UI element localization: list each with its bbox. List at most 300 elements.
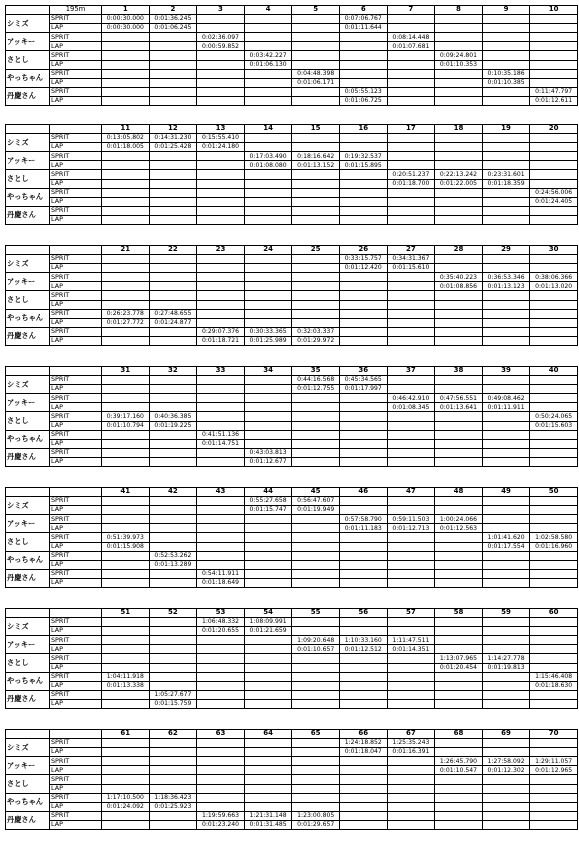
lap-time-cell bbox=[244, 784, 292, 793]
split-time-cell bbox=[292, 33, 340, 42]
split-time-cell bbox=[339, 533, 387, 542]
split-time-cell bbox=[387, 206, 435, 215]
runner-name: 丹慶さん bbox=[6, 811, 50, 829]
split-time-cell bbox=[339, 430, 387, 439]
lap-time-cell bbox=[244, 385, 292, 394]
split-time-cell bbox=[149, 33, 197, 42]
lap-time-cell bbox=[292, 457, 340, 466]
lap-time-cell bbox=[387, 663, 435, 672]
split-time-cell bbox=[339, 273, 387, 282]
runner-sprit-row bbox=[6, 672, 578, 681]
split-time-cell: 1:13:07.965 bbox=[435, 654, 483, 663]
lap-time-cell bbox=[482, 645, 530, 654]
split-time-cell bbox=[102, 273, 150, 282]
lap-time-cell bbox=[149, 748, 197, 757]
split-time-cell bbox=[339, 170, 387, 179]
lap-number-header: 25 bbox=[292, 246, 340, 255]
lap-time-cell bbox=[292, 403, 340, 412]
lap-time-cell: 0:01:19.225 bbox=[149, 421, 197, 430]
lap-number-header: 40 bbox=[530, 367, 578, 376]
lap-time-cell bbox=[482, 197, 530, 206]
lap-time-cell bbox=[149, 197, 197, 206]
runner-name: 丹慶さん bbox=[6, 690, 50, 708]
lap-time-cell: 0:01:12.965 bbox=[530, 766, 578, 775]
lap-time-cell: 0:01:08.080 bbox=[244, 161, 292, 170]
split-time-cell: 1:09:20.648 bbox=[292, 636, 340, 645]
split-time-cell bbox=[292, 533, 340, 542]
lap-label: LAP bbox=[50, 627, 102, 636]
header-row bbox=[6, 125, 578, 134]
split-time-cell bbox=[149, 376, 197, 385]
split-time-cell bbox=[435, 134, 483, 143]
lap-time-cell bbox=[387, 385, 435, 394]
lap-time-cell: 0:01:13.123 bbox=[482, 282, 530, 291]
runner-name: やっちゃん bbox=[6, 793, 50, 811]
lap-number-header: 53 bbox=[197, 609, 245, 618]
runner-sprit-row bbox=[6, 497, 578, 506]
lap-time-cell bbox=[149, 336, 197, 345]
sprit-label: SPRIT bbox=[50, 569, 102, 578]
lap-time-cell: 0:01:06.130 bbox=[244, 60, 292, 69]
lap-time-cell bbox=[435, 300, 483, 309]
split-time-cell bbox=[149, 569, 197, 578]
lap-time-cell bbox=[149, 264, 197, 273]
split-time-cell bbox=[530, 33, 578, 42]
runner-lap-row bbox=[6, 820, 578, 829]
lap-time-cell bbox=[435, 197, 483, 206]
split-time-cell bbox=[435, 618, 483, 627]
split-time-cell: 1:04:11.918 bbox=[102, 672, 150, 681]
lap-time-cell bbox=[149, 60, 197, 69]
lap-label: LAP bbox=[50, 179, 102, 188]
lap-number-header: 9 bbox=[482, 6, 530, 15]
lap-time-cell bbox=[197, 264, 245, 273]
split-time-cell bbox=[387, 497, 435, 506]
split-time-cell bbox=[292, 775, 340, 784]
lap-time-cell: 0:01:21.659 bbox=[244, 627, 292, 636]
split-time-cell bbox=[339, 618, 387, 627]
split-time-cell: 0:41:51.136 bbox=[197, 430, 245, 439]
lap-time-cell bbox=[530, 336, 578, 345]
split-time-cell bbox=[482, 775, 530, 784]
split-time-cell bbox=[387, 51, 435, 60]
lap-time-cell bbox=[149, 161, 197, 170]
lap-number-header: 2 bbox=[149, 6, 197, 15]
lap-time-cell bbox=[292, 663, 340, 672]
lap-time-cell bbox=[530, 524, 578, 533]
lap-time-cell: 0:01:18.359 bbox=[482, 179, 530, 188]
runner-lap-row bbox=[6, 143, 578, 152]
lap-time-cell bbox=[102, 560, 150, 569]
split-time-cell bbox=[339, 569, 387, 578]
split-time-cell bbox=[149, 757, 197, 766]
split-time-cell bbox=[435, 497, 483, 506]
split-time-cell bbox=[387, 551, 435, 560]
lap-time-cell: 0:01:12.563 bbox=[435, 524, 483, 533]
runner-sprit-row bbox=[6, 33, 578, 42]
lap-time-cell bbox=[435, 96, 483, 105]
lap-time-cell bbox=[244, 179, 292, 188]
runner-name: 丹慶さん bbox=[6, 87, 50, 105]
lap-time-cell bbox=[102, 385, 150, 394]
lap-time-cell: 0:01:13.020 bbox=[530, 282, 578, 291]
runner-name: さとし bbox=[6, 412, 50, 430]
lap-time-cell bbox=[292, 766, 340, 775]
lap-time-cell bbox=[387, 560, 435, 569]
split-time-cell bbox=[197, 636, 245, 645]
lap-time-cell bbox=[197, 784, 245, 793]
lap-time-cell bbox=[102, 506, 150, 515]
split-time-cell bbox=[482, 618, 530, 627]
split-time-cell bbox=[292, 87, 340, 96]
sprit-label: SPRIT bbox=[50, 654, 102, 663]
lap-number-header: 39 bbox=[482, 367, 530, 376]
lap-number-header: 3 bbox=[197, 6, 245, 15]
lap-label: LAP bbox=[50, 60, 102, 69]
lap-time-cell: 0:01:31.485 bbox=[244, 820, 292, 829]
split-time-cell bbox=[149, 273, 197, 282]
lap-time-cell bbox=[339, 699, 387, 708]
lap-time-cell bbox=[482, 681, 530, 690]
lap-time-cell bbox=[339, 300, 387, 309]
lap-label: LAP bbox=[50, 578, 102, 587]
runner-sprit-row bbox=[6, 309, 578, 318]
sprit-label: SPRIT bbox=[50, 206, 102, 215]
lap-time-cell: 0:01:18.047 bbox=[339, 748, 387, 757]
split-time-cell bbox=[197, 690, 245, 699]
split-time-cell bbox=[435, 672, 483, 681]
split-time-cell bbox=[339, 793, 387, 802]
lap-time-cell bbox=[530, 143, 578, 152]
runner-lap-row bbox=[6, 282, 578, 291]
split-time-cell: 0:52:53.262 bbox=[149, 551, 197, 560]
lap-time-cell bbox=[102, 197, 150, 206]
split-time-cell bbox=[197, 376, 245, 385]
split-time-cell bbox=[482, 636, 530, 645]
lap-time-cell bbox=[292, 748, 340, 757]
lap-time-cell bbox=[482, 820, 530, 829]
sprit-label: SPRIT bbox=[50, 170, 102, 179]
lap-label: LAP bbox=[50, 318, 102, 327]
lap-time-cell: 0:01:13.641 bbox=[435, 403, 483, 412]
lap-time-cell bbox=[435, 161, 483, 170]
runner-name: 丹慶さん bbox=[6, 327, 50, 345]
lap-time-cell bbox=[530, 215, 578, 224]
split-time-cell: 1:11:47.511 bbox=[387, 636, 435, 645]
runner-lap-row bbox=[6, 542, 578, 551]
lap-time-cell: 0:01:10.353 bbox=[435, 60, 483, 69]
lap-time-cell bbox=[482, 748, 530, 757]
runner-lap-row bbox=[6, 663, 578, 672]
split-time-cell: 1:24:18.852 bbox=[339, 739, 387, 748]
split-time-cell bbox=[339, 690, 387, 699]
lap-number-header: 15 bbox=[292, 125, 340, 134]
sprit-label: SPRIT bbox=[50, 412, 102, 421]
lap-label: LAP bbox=[50, 215, 102, 224]
lap-time-cell bbox=[292, 143, 340, 152]
lap-time-cell bbox=[102, 457, 150, 466]
lap-time-cell: 0:00:30.000 bbox=[102, 24, 150, 33]
lap-time-cell bbox=[197, 78, 245, 87]
lap-time-cell bbox=[482, 24, 530, 33]
split-time-cell bbox=[149, 255, 197, 264]
lap-time-cell: 0:01:14.351 bbox=[387, 645, 435, 654]
lap-time-cell bbox=[482, 300, 530, 309]
lap-time-cell bbox=[387, 60, 435, 69]
split-time-cell bbox=[387, 533, 435, 542]
header-blank bbox=[6, 488, 50, 497]
split-time-cell bbox=[149, 497, 197, 506]
split-time-cell bbox=[482, 690, 530, 699]
distance-label bbox=[50, 246, 102, 255]
split-time-cell bbox=[244, 309, 292, 318]
lap-number-header: 55 bbox=[292, 609, 340, 618]
lap-time-cell bbox=[244, 215, 292, 224]
lap-time-cell bbox=[387, 24, 435, 33]
lap-time-cell: 0:01:12.677 bbox=[244, 457, 292, 466]
split-time-cell: 0:39:17.160 bbox=[102, 412, 150, 421]
lap-time-cell bbox=[292, 578, 340, 587]
lap-time-cell bbox=[244, 143, 292, 152]
lap-time-cell: 0:01:10.657 bbox=[292, 645, 340, 654]
lap-number-header: 18 bbox=[435, 125, 483, 134]
lap-time-cell bbox=[482, 578, 530, 587]
runner-name: やっちゃん bbox=[6, 551, 50, 569]
sprit-label: SPRIT bbox=[50, 255, 102, 264]
runner-sprit-row bbox=[6, 811, 578, 820]
lap-label: LAP bbox=[50, 24, 102, 33]
split-time-cell bbox=[244, 430, 292, 439]
runner-lap-row bbox=[6, 699, 578, 708]
split-time-cell bbox=[197, 69, 245, 78]
split-time-cell bbox=[197, 757, 245, 766]
lap-time-cell bbox=[530, 748, 578, 757]
lap-time-cell bbox=[292, 560, 340, 569]
sprit-label: SPRIT bbox=[50, 430, 102, 439]
timing-table-5 bbox=[5, 487, 578, 588]
lap-number-header: 67 bbox=[387, 730, 435, 739]
sprit-label: SPRIT bbox=[50, 757, 102, 766]
lap-time-cell bbox=[387, 439, 435, 448]
lap-time-cell bbox=[102, 96, 150, 105]
lap-time-cell bbox=[292, 627, 340, 636]
lap-time-cell bbox=[102, 215, 150, 224]
split-time-cell bbox=[435, 69, 483, 78]
lap-time-cell bbox=[197, 699, 245, 708]
lap-time-cell bbox=[292, 215, 340, 224]
lap-time-cell bbox=[339, 627, 387, 636]
split-time-cell bbox=[530, 515, 578, 524]
runner-sprit-row bbox=[6, 255, 578, 264]
lap-time-cell bbox=[530, 300, 578, 309]
split-time-cell: 0:07:06.767 bbox=[339, 15, 387, 24]
lap-number-header: 32 bbox=[149, 367, 197, 376]
lap-time-cell bbox=[530, 802, 578, 811]
runner-sprit-row bbox=[6, 757, 578, 766]
lap-time-cell bbox=[244, 560, 292, 569]
header-blank bbox=[6, 125, 50, 134]
lap-label: LAP bbox=[50, 457, 102, 466]
split-time-cell bbox=[244, 273, 292, 282]
split-time-cell bbox=[197, 775, 245, 784]
lap-time-cell bbox=[387, 421, 435, 430]
lap-time-cell: 0:01:15.603 bbox=[530, 421, 578, 430]
split-time-cell bbox=[482, 51, 530, 60]
lap-time-cell bbox=[197, 663, 245, 672]
lap-time-cell bbox=[102, 627, 150, 636]
lap-time-cell bbox=[244, 802, 292, 811]
lap-time-cell bbox=[435, 820, 483, 829]
split-time-cell: 0:51:39.973 bbox=[102, 533, 150, 542]
split-time-cell bbox=[482, 430, 530, 439]
lap-number-header: 24 bbox=[244, 246, 292, 255]
lap-time-cell bbox=[292, 699, 340, 708]
split-time-cell bbox=[339, 811, 387, 820]
split-time-cell bbox=[530, 569, 578, 578]
distance-label bbox=[50, 488, 102, 497]
lap-time-cell bbox=[102, 645, 150, 654]
split-time-cell bbox=[197, 291, 245, 300]
split-time-cell bbox=[149, 188, 197, 197]
lap-time-cell bbox=[339, 78, 387, 87]
lap-time-cell bbox=[387, 627, 435, 636]
split-time-cell bbox=[482, 569, 530, 578]
lap-label: LAP bbox=[50, 802, 102, 811]
split-time-cell bbox=[244, 636, 292, 645]
lap-time-cell bbox=[387, 282, 435, 291]
lap-time-cell: 0:01:18.649 bbox=[197, 578, 245, 587]
runner-name: やっちゃん bbox=[6, 430, 50, 448]
runner-sprit-row bbox=[6, 69, 578, 78]
lap-time-cell: 0:01:24.180 bbox=[197, 143, 245, 152]
lap-time-cell bbox=[387, 784, 435, 793]
lap-time-cell bbox=[102, 784, 150, 793]
lap-time-cell bbox=[102, 161, 150, 170]
lap-time-cell bbox=[292, 179, 340, 188]
runner-sprit-row bbox=[6, 448, 578, 457]
split-time-cell bbox=[292, 51, 340, 60]
lap-number-header: 19 bbox=[482, 125, 530, 134]
split-time-cell bbox=[387, 134, 435, 143]
lap-time-cell bbox=[339, 560, 387, 569]
sprit-label: SPRIT bbox=[50, 672, 102, 681]
split-time-cell bbox=[292, 15, 340, 24]
split-time-cell bbox=[292, 291, 340, 300]
split-time-cell bbox=[149, 654, 197, 663]
lap-number-header: 62 bbox=[149, 730, 197, 739]
runner-sprit-row bbox=[6, 206, 578, 215]
split-time-cell bbox=[244, 739, 292, 748]
lap-time-cell bbox=[197, 197, 245, 206]
lap-time-cell: 0:01:06.725 bbox=[339, 96, 387, 105]
split-time-cell bbox=[530, 636, 578, 645]
split-time-cell: 0:59:11.503 bbox=[387, 515, 435, 524]
runner-lap-row bbox=[6, 802, 578, 811]
lap-time-cell bbox=[339, 215, 387, 224]
runner-sprit-row bbox=[6, 152, 578, 161]
lap-time-cell: 0:01:18.700 bbox=[387, 179, 435, 188]
lap-number-header: 7 bbox=[387, 6, 435, 15]
split-time-cell bbox=[435, 533, 483, 542]
lap-number-header: 34 bbox=[244, 367, 292, 376]
lap-time-cell bbox=[387, 78, 435, 87]
lap-number-header: 56 bbox=[339, 609, 387, 618]
split-time-cell: 0:00:30.000 bbox=[102, 15, 150, 24]
lap-time-cell: 0:01:29.657 bbox=[292, 820, 340, 829]
lap-time-cell bbox=[530, 578, 578, 587]
split-time-cell bbox=[244, 87, 292, 96]
split-time-cell bbox=[102, 569, 150, 578]
split-time-cell bbox=[435, 775, 483, 784]
split-time-cell: 0:45:34.565 bbox=[339, 376, 387, 385]
split-time-cell bbox=[387, 15, 435, 24]
lap-time-cell bbox=[530, 439, 578, 448]
timing-table-2 bbox=[5, 124, 578, 225]
runner-sprit-row bbox=[6, 327, 578, 336]
lap-time-cell: 0:01:22.005 bbox=[435, 179, 483, 188]
split-time-cell bbox=[197, 309, 245, 318]
lap-label: LAP bbox=[50, 421, 102, 430]
lap-label: LAP bbox=[50, 385, 102, 394]
split-time-cell bbox=[244, 690, 292, 699]
runner-name: シミズ bbox=[6, 255, 50, 273]
lap-time-cell bbox=[292, 784, 340, 793]
sprit-label: SPRIT bbox=[50, 775, 102, 784]
split-time-cell bbox=[102, 497, 150, 506]
lap-label: LAP bbox=[50, 161, 102, 170]
split-time-cell: 0:18:16.642 bbox=[292, 152, 340, 161]
split-time-cell bbox=[197, 152, 245, 161]
split-time-cell bbox=[435, 811, 483, 820]
runner-lap-row bbox=[6, 385, 578, 394]
lap-label: LAP bbox=[50, 663, 102, 672]
lap-time-cell: 0:01:23.240 bbox=[197, 820, 245, 829]
lap-time-cell bbox=[197, 506, 245, 515]
lap-time-cell bbox=[387, 578, 435, 587]
lap-time-cell: 0:01:24.877 bbox=[149, 318, 197, 327]
lap-label: LAP bbox=[50, 403, 102, 412]
split-time-cell bbox=[102, 51, 150, 60]
split-time-cell bbox=[292, 412, 340, 421]
lap-time-cell bbox=[339, 439, 387, 448]
split-time-cell bbox=[102, 291, 150, 300]
runner-sprit-row bbox=[6, 569, 578, 578]
lap-time-cell bbox=[482, 215, 530, 224]
split-time-cell: 0:55:27.658 bbox=[244, 497, 292, 506]
split-time-cell bbox=[149, 430, 197, 439]
lap-time-cell bbox=[244, 663, 292, 672]
runner-name: アッキー bbox=[6, 515, 50, 533]
split-time-cell: 1:23:00.805 bbox=[292, 811, 340, 820]
split-time-cell bbox=[482, 33, 530, 42]
split-time-cell bbox=[435, 15, 483, 24]
timing-table-6 bbox=[5, 608, 578, 709]
lap-number-header: 45 bbox=[292, 488, 340, 497]
runner-sprit-row bbox=[6, 739, 578, 748]
header-blank bbox=[6, 730, 50, 739]
header-blank bbox=[6, 6, 50, 15]
sprit-label: SPRIT bbox=[50, 87, 102, 96]
sprit-label: SPRIT bbox=[50, 51, 102, 60]
split-time-cell bbox=[244, 757, 292, 766]
split-time-cell bbox=[197, 533, 245, 542]
lap-time-cell bbox=[435, 439, 483, 448]
lap-time-cell bbox=[197, 96, 245, 105]
lap-time-cell: 0:01:13.289 bbox=[149, 560, 197, 569]
lap-time-cell bbox=[339, 766, 387, 775]
split-time-cell bbox=[244, 394, 292, 403]
header-row bbox=[6, 6, 578, 15]
